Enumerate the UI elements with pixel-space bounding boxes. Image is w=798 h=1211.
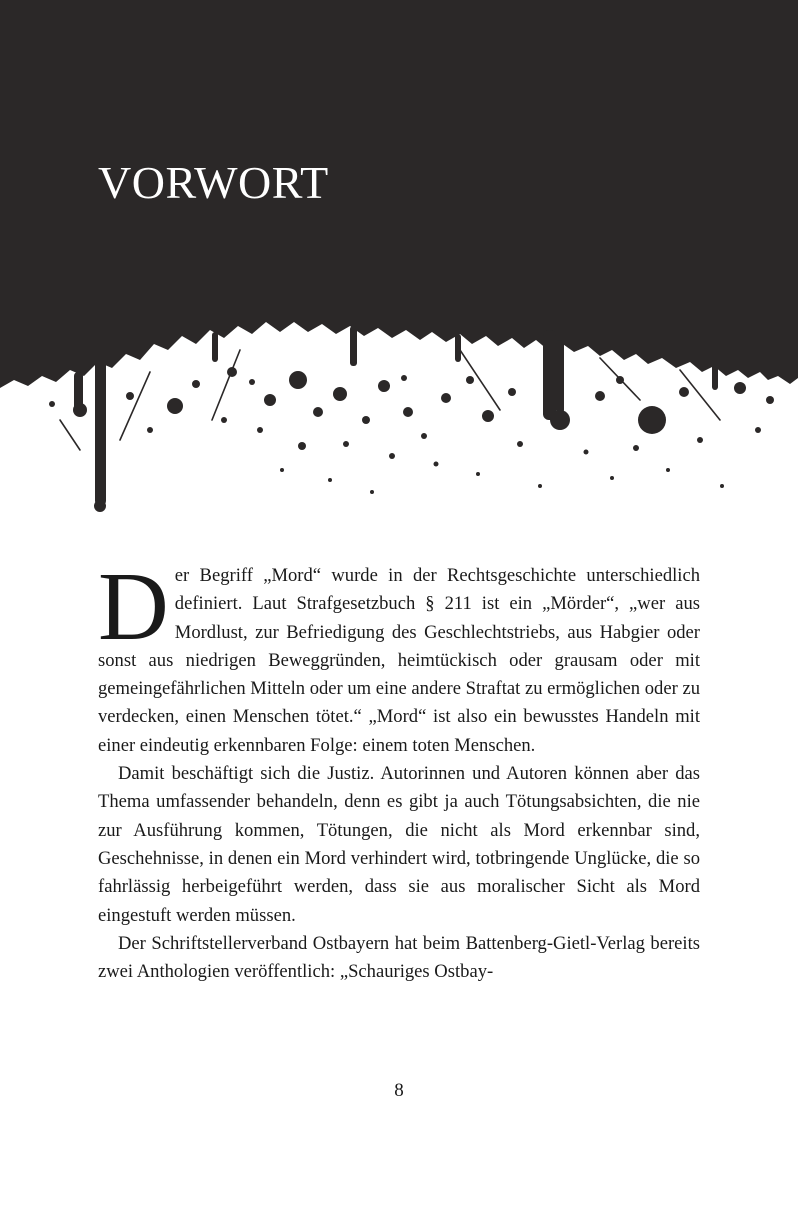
paragraph-3: Der Schriftstellerverband Ostbayern hat beim Battenberg-Gietl-Verlag bereits zwei Anthologien veröffentlich: „Schauriges Ostbay-	[98, 932, 700, 983]
chapter-title: VORWORT	[98, 157, 329, 208]
ink-streaks	[60, 350, 720, 450]
paragraph-2: Damit beschäftigt sich die Justiz. Autorinnen und Autoren können aber das Thema umfassender behandeln, denn es gibt ja auch Tötungsabsichten, die nie zur Ausführung kommen, Tötungen, die nicht als Mord erkennbar sind, Geschehnisse, in denen ein Mord verhindert wird, totbringende Unglücke, die so fahrlässig herbeigeführt werden, dass sie aus moralischer Sicht als Mord eingestuft werden müssen.	[98, 763, 700, 926]
page-number: 8	[394, 1080, 404, 1101]
ink-splatter-header	[0, 0, 798, 530]
paragraph-1-text: er Begriff „Mord“ wurde in der Rechtsgeschichte unterschiedlich definiert. Laut Strafgesetzbuch § 211 ist ein „Mörder“, „wer aus Mordlust, zur Befriedigung des Geschlechtstriebs, aus Habgier oder sonst aus niedrigen Beweggründen, heimtückisch oder grausam oder mit gemeingefährlichen Mitteln oder um eine andere Straftat zu ermöglichen oder zu verdecken, einen Menschen tötet.“ „Mord“ ist also ein bewusstes Handeln mit einer eindeutig erkennbaren Folge: einem toten Menschen.	[98, 565, 700, 756]
body-text	[98, 553, 700, 986]
drop-cap: D	[98, 553, 169, 661]
paragraph-1	[98, 553, 700, 760]
ink-splatter-graphic	[0, 0, 798, 530]
ink-splatter-dots	[49, 367, 774, 512]
